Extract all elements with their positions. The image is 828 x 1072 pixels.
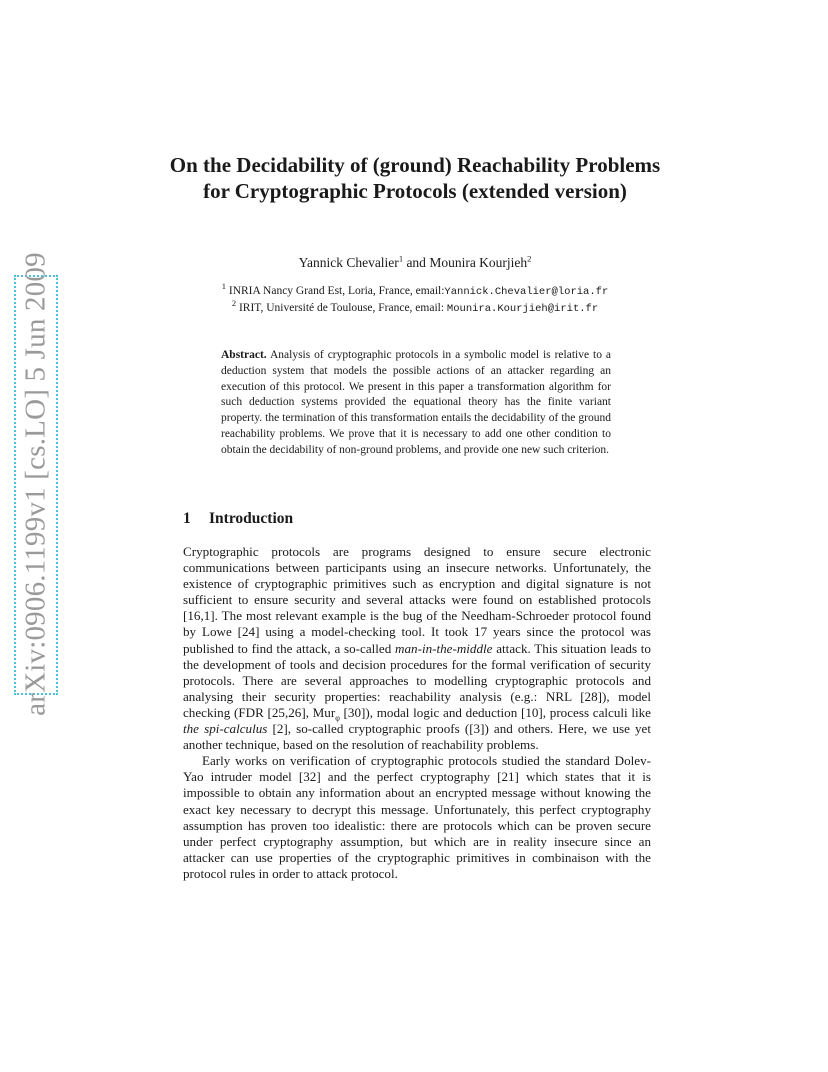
abstract <box>221 348 611 459</box>
author-line <box>160 255 670 271</box>
paragraph: Early works on verification of cryptographic protocols studied the standard Dolev-Yao intruder model [32] and the perfect cryptography [21] which states that it is impossible to obtain any information about an encrypted message without knowing the exact key necessary to decrypt this message. Unfortunately, this perfect cryptography assumption has proven too idealistic: there are protocols which can be proven secure under perfect cryptography assumption, but which are in reality insecure since an attacker can use properties of the cryptographic primitives in combinaison with the protocol rules in order to attack protocol. <box>183 753 651 881</box>
affil-text: IRIT, Université de Toulouse, France, email: <box>236 302 447 314</box>
author-name: Mounira Kourjieh <box>429 255 528 270</box>
author-affil-mark: 2 <box>527 253 532 264</box>
author-conjunction: and <box>403 255 430 270</box>
affiliation-line <box>160 283 670 300</box>
arxiv-identifier: arXiv:0906.1199v1 [cs.LO] 5 Jun 2009 <box>19 252 52 716</box>
affiliation-line <box>160 300 670 317</box>
section-title: Introduction <box>209 510 294 527</box>
abstract-label: Abstract. <box>221 349 267 361</box>
email-address: Yannick.Chevalier@loria.fr <box>444 286 609 298</box>
paragraph: Cryptographic protocols are programs designed to ensure secure electronic communications between participants using an insecure networks. Unfortunately, the existence of cryptographic primitives such as encryption and digital signature is not sufficient to ensure security and several attacks were found on established protocols [16,1]. The most relevant example is the bug of the Needham-Schroeder protocol found by Lowe [24] using a model-checking tool. It took 17 years since the protocol was published to find the attack, a so-called man-in-the-middle attack. This situation leads to the development of tools and decision procedures for the formal verification of security protocols. There are several approaches to modelling cryptographic protocols and analysing their security properties: reachability analysis (e.g.: NRL [28]), model checking (FDR [25,26], Mur$_\varphi$ [30]), modal logic and deduction [10], process calculi like the spi-calculus [2], so-called cryptographic proofs ([3]) and others. Here, we use yet another technique, based on the resolution of reachability problems. <box>183 544 652 753</box>
section-heading <box>183 510 293 528</box>
affil-mark: 2 <box>231 298 237 309</box>
affil-text: INRIA Nancy Grand Est, Loria, France, email: <box>225 285 445 297</box>
email-address: Mounira.Kourjieh@irit.fr <box>446 303 599 315</box>
emphasis: man-in-the-middle <box>395 640 493 656</box>
affil-mark: 1 <box>221 281 226 292</box>
section-number: 1 <box>183 510 191 527</box>
affiliations <box>160 283 670 317</box>
author-affil-mark: 1 <box>398 253 404 264</box>
emphasis: the spi-calculus <box>183 721 268 737</box>
paper-title: On the Decidability of (ground) Reachability Problems for Cryptographic Protocols (extended version) <box>169 153 661 203</box>
body-text <box>183 544 651 882</box>
author-name: Yannick Chevalier <box>298 255 399 270</box>
abstract-text: Analysis of cryptographic protocols in a symbolic model is relative to a deduction system that models the possible actions of an attacker regarding an execution of this protocol. We present in this paper a transformation algorithm for such deduction systems provided the equational theory has the finite variant property. the termination of this transformation entails the decidability of the ground reachability problems. We prove that it is necessary to add one other condition to obtain the decidability of non-ground problems, and provide one new such criterion. <box>221 349 611 456</box>
subscript-phi: φ <box>335 713 340 723</box>
